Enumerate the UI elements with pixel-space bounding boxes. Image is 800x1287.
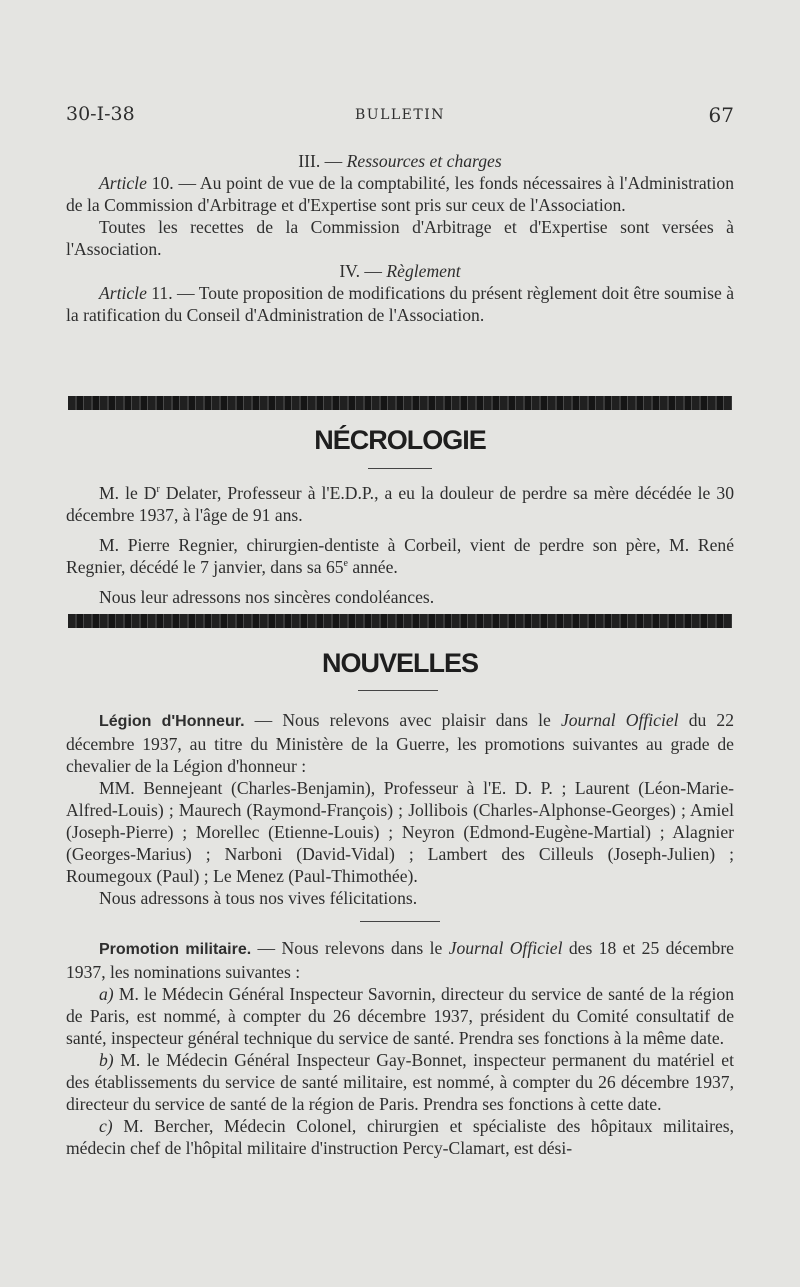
promotion-paragraph: Promotion militaire. — Nous relevons dans le Journal Officiel des 18 et 25 décembre 1937, les nominations suivantes : <box>66 938 734 982</box>
promotion-section <box>66 937 734 1159</box>
article-11: Article 11. — Toute proposition de modifications du présent règlement doit être soumise à la ratification du Conseil d'Administration de l'Association. <box>66 283 734 325</box>
regulations-section <box>66 150 734 326</box>
heading-underline <box>368 468 432 469</box>
section-divider-bar <box>68 614 732 628</box>
page-number: 67 <box>708 103 734 127</box>
header-date: 30-I-38 <box>66 103 135 125</box>
legion-felicitations: Nous adressons à tous nos vives félicitations. <box>99 888 418 908</box>
condolences: Nous leur adressons nos sincères condoléances. <box>99 587 435 607</box>
promotion-item-b: b) M. le Médecin Général Inspecteur Gay-Bonnet, inspecteur permanent du matériel et des établissements du service de santé militaire, est nommé, à compter du 26 décembre 1937, directeur du service de santé de la région de Paris. Prendra ses fonctions à cette date. <box>66 1050 734 1114</box>
nouvelles-section <box>66 709 734 909</box>
article-10: Article 10. — Au point de vue de la comptabilité, les fonds nécessaires à l'Administration de la Commission d'Arbitrage et d'Expertise sont pris sur ceux de l'Association. <box>66 173 734 215</box>
running-header <box>66 103 734 133</box>
section-iv-heading: IV. — Règlement <box>339 261 461 281</box>
paragraph-separator <box>360 921 440 922</box>
necrologie-heading: NÉCROLOGIE <box>314 425 486 455</box>
necrologie-section <box>66 482 734 608</box>
necrologie-delater: M. le $D^r$ Delater, Professeur à l'E.D.P., a eu la douleur de perdre sa mère décédée le 30 décembre 1937, à l'âge de 91 ans. <box>66 483 734 525</box>
section-iii-heading: III. — Ressources et charges <box>298 151 502 171</box>
promotion-item-a: a) M. le Médecin Général Inspecteur Savornin, directeur du service de santé de la région de Paris, est nommé, à compter du 26 décembre 1937, président du Comité consultatif de santé, inspecteur général technique du service de santé. Prendra ses fonctions à la même date. <box>66 984 734 1048</box>
legion-paragraph: Légion d'Honneur. — Nous relevons avec plaisir dans le Journal Officiel du 22 décembre 1937, au titre du Ministère de la Guerre, les promotions suivantes au grade de chevalier de la Légion d'honneur : <box>66 710 734 776</box>
section-divider-bar <box>68 396 732 410</box>
necrologie-regnier: M. Pierre Regnier, chirurgien-dentiste à Corbeil, vient de perdre son père, M. René Regnier, décédé le 7 janvier, dans sa 65e année. <box>66 535 734 577</box>
legion-names: MM. Bennejeant (Charles-Benjamin), Professeur à l'E. D. P. ; Laurent (Léon-Marie-Alfred-Louis) ; Maurech (Raymond-François) ; Jollibois (Charles-Alphonse-Georges) ; Amiel (Joseph-Pierre) ; Morellec (Etienne-Louis) ; Neyron (Edmond-Eugène-Martial) ; Alagnier (Georges-Marius) ; Narboni (David-Vidal) ; Lambert des Cilleuls (Joseph-Julien) ; Roumegoux (Paul) ; Le Menez (Paul-Thimothée). <box>66 778 734 886</box>
nouvelles-heading: NOUVELLES <box>321 648 479 678</box>
promotion-item-c: c) M. Bercher, Médecin Colonel, chirurgien et spécialiste des hôpitaux militaires, médecin chef de l'hôpital militaire d'instruction Percy-Clamart, est dési- <box>66 1116 734 1158</box>
heading-underline <box>358 690 438 691</box>
header-title: BULLETIN <box>354 107 446 123</box>
recettes-paragraph: Toutes les recettes de la Commission d'Arbitrage et d'Expertise sont versées à l'Association. <box>66 217 734 259</box>
